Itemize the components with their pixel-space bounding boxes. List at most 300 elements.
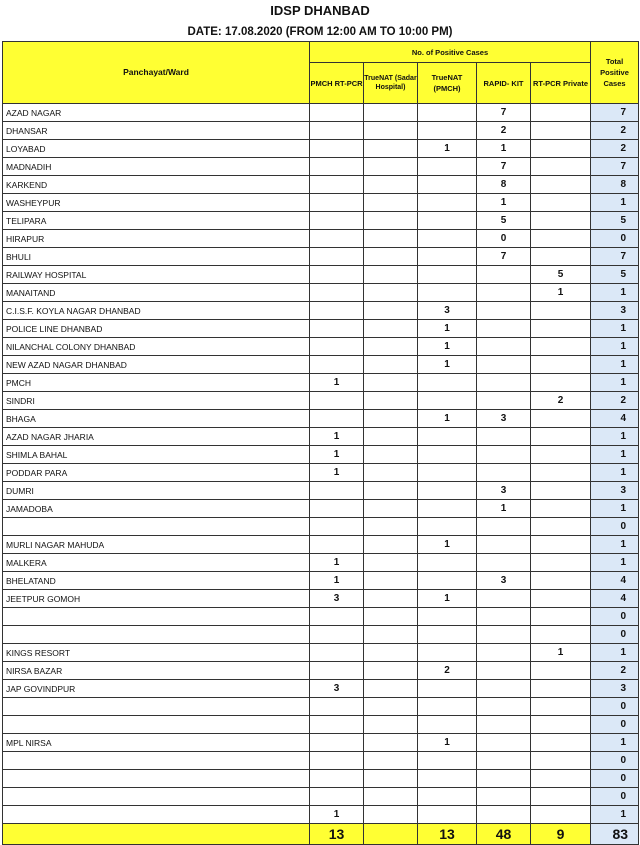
cell-truenat-pmch — [418, 806, 477, 824]
cell-rapid-kit: 3 — [477, 572, 531, 590]
cell-place-name — [3, 806, 310, 824]
cell-rapid-kit — [477, 392, 531, 410]
cell-place-name: C.I.S.F. KOYLA NAGAR DHANBAD — [3, 302, 310, 320]
cell-truenat-sadar — [364, 284, 418, 302]
cell-rapid-kit — [477, 428, 531, 446]
cell-truenat-pmch — [418, 374, 477, 392]
cell-place-name: POLICE LINE DHANBAD — [3, 320, 310, 338]
cell-rtpcr-private — [531, 770, 591, 788]
cell-pmch-rtpcr — [310, 194, 364, 212]
cell-rapid-kit — [477, 626, 531, 644]
cell-pmch-rtpcr: 1 — [310, 464, 364, 482]
cell-rtpcr-private — [531, 374, 591, 392]
cell-truenat-pmch: 1 — [418, 320, 477, 338]
cell-rtpcr-private — [531, 158, 591, 176]
header-rtpcr-private: RT-PCR Private — [531, 63, 591, 104]
cell-truenat-sadar — [364, 716, 418, 734]
header-rapid-kit: RAPID- KIT — [477, 63, 531, 104]
cell-total: 2 — [591, 122, 639, 140]
cell-rapid-kit — [477, 770, 531, 788]
cell-truenat-pmch — [418, 284, 477, 302]
cell-total: 1 — [591, 806, 639, 824]
report-title: IDSP DHANBAD — [270, 3, 370, 18]
cell-rtpcr-private — [531, 104, 591, 122]
cell-truenat-sadar — [364, 590, 418, 608]
cell-rapid-kit — [477, 662, 531, 680]
cell-rapid-kit: 1 — [477, 194, 531, 212]
cell-pmch-rtpcr — [310, 302, 364, 320]
table-body — [3, 104, 639, 845]
cell-rapid-kit: 7 — [477, 104, 531, 122]
cell-pmch-rtpcr — [310, 410, 364, 428]
cell-place-name — [3, 770, 310, 788]
cell-total: 0 — [591, 770, 639, 788]
cell-total: 2 — [591, 140, 639, 158]
cell-pmch-rtpcr — [310, 698, 364, 716]
cell-truenat-sadar — [364, 644, 418, 662]
table-row — [3, 374, 639, 392]
cell-rtpcr-private — [531, 446, 591, 464]
total-cell-pmch-rtpcr: 13 — [310, 824, 364, 845]
report-date: DATE: 17.08.2020 (FROM 12:00 AM TO 10:00 PM) — [187, 26, 453, 38]
cell-rapid-kit — [477, 734, 531, 752]
cell-truenat-pmch — [418, 428, 477, 446]
table-row — [3, 644, 639, 662]
table-row — [3, 680, 639, 698]
cell-rapid-kit — [477, 788, 531, 806]
cell-pmch-rtpcr — [310, 392, 364, 410]
cell-pmch-rtpcr: 1 — [310, 806, 364, 824]
cell-rapid-kit: 1 — [477, 140, 531, 158]
table-row — [3, 248, 639, 266]
total-cell-rapid-kit: 48 — [477, 824, 531, 845]
cell-total: 0 — [591, 788, 639, 806]
cell-place-name: MPL NIRSA — [3, 734, 310, 752]
cell-truenat-pmch — [418, 572, 477, 590]
cell-truenat-sadar — [364, 212, 418, 230]
cell-pmch-rtpcr: 1 — [310, 428, 364, 446]
total-cell-truenat-sadar — [364, 824, 418, 845]
cell-total: 0 — [591, 626, 639, 644]
table-row — [3, 428, 639, 446]
cell-truenat-pmch — [418, 554, 477, 572]
cell-truenat-sadar — [364, 608, 418, 626]
cell-pmch-rtpcr — [310, 230, 364, 248]
cell-truenat-pmch — [418, 518, 477, 536]
cell-truenat-sadar — [364, 302, 418, 320]
cell-total: 1 — [591, 284, 639, 302]
cell-rtpcr-private — [531, 536, 591, 554]
cell-rtpcr-private: 5 — [531, 266, 591, 284]
table-row — [3, 500, 639, 518]
cell-place-name: AZAD NAGAR — [3, 104, 310, 122]
table-row — [3, 176, 639, 194]
cell-truenat-sadar — [364, 698, 418, 716]
cell-pmch-rtpcr — [310, 716, 364, 734]
cell-total: 5 — [591, 266, 639, 284]
cell-truenat-pmch — [418, 446, 477, 464]
cell-place-name: KARKEND — [3, 176, 310, 194]
table-row — [3, 320, 639, 338]
cell-rtpcr-private — [531, 194, 591, 212]
cell-truenat-pmch: 2 — [418, 662, 477, 680]
cell-place-name: JAMADOBA — [3, 500, 310, 518]
cell-truenat-sadar — [364, 248, 418, 266]
cell-truenat-sadar — [364, 392, 418, 410]
cell-place-name: TELIPARA — [3, 212, 310, 230]
cell-truenat-pmch: 1 — [418, 734, 477, 752]
cell-rapid-kit — [477, 374, 531, 392]
cell-rapid-kit — [477, 698, 531, 716]
cell-total: 0 — [591, 752, 639, 770]
table-row — [3, 608, 639, 626]
cell-pmch-rtpcr: 3 — [310, 590, 364, 608]
cell-rtpcr-private — [531, 248, 591, 266]
cell-place-name: PMCH — [3, 374, 310, 392]
cell-place-name: KINGS RESORT — [3, 644, 310, 662]
cell-truenat-pmch: 1 — [418, 536, 477, 554]
cell-rapid-kit — [477, 284, 531, 302]
cell-truenat-sadar — [364, 680, 418, 698]
cell-place-name: NILANCHAL COLONY DHANBAD — [3, 338, 310, 356]
cell-rapid-kit: 3 — [477, 482, 531, 500]
cell-truenat-sadar — [364, 158, 418, 176]
header-positive-cases-group: No. of Positive Cases — [310, 42, 591, 63]
cell-truenat-pmch — [418, 104, 477, 122]
cell-pmch-rtpcr: 1 — [310, 374, 364, 392]
table-row — [3, 284, 639, 302]
cell-truenat-sadar — [364, 176, 418, 194]
cell-truenat-pmch: 1 — [418, 338, 477, 356]
cell-rapid-kit — [477, 338, 531, 356]
cell-truenat-sadar — [364, 122, 418, 140]
cell-place-name: BHULI — [3, 248, 310, 266]
cell-total: 2 — [591, 662, 639, 680]
cell-total: 0 — [591, 698, 639, 716]
table-row — [3, 194, 639, 212]
cell-pmch-rtpcr — [310, 518, 364, 536]
table-row — [3, 572, 639, 590]
cell-pmch-rtpcr — [310, 644, 364, 662]
cell-pmch-rtpcr — [310, 140, 364, 158]
cell-truenat-sadar — [364, 140, 418, 158]
cell-total: 5 — [591, 212, 639, 230]
cell-place-name: JAP GOVINDPUR — [3, 680, 310, 698]
cell-place-name: MANAITAND — [3, 284, 310, 302]
cell-pmch-rtpcr — [310, 788, 364, 806]
cell-rtpcr-private — [531, 176, 591, 194]
cell-place-name: BHAGA — [3, 410, 310, 428]
cell-place-name: WASHEYPUR — [3, 194, 310, 212]
table-row — [3, 302, 639, 320]
cell-truenat-pmch — [418, 500, 477, 518]
cell-truenat-pmch — [418, 698, 477, 716]
cell-total: 1 — [591, 644, 639, 662]
cell-total: 1 — [591, 374, 639, 392]
cell-place-name — [3, 626, 310, 644]
cell-total: 1 — [591, 554, 639, 572]
cell-pmch-rtpcr: 1 — [310, 446, 364, 464]
cell-pmch-rtpcr — [310, 284, 364, 302]
table-row — [3, 464, 639, 482]
cell-rapid-kit — [477, 608, 531, 626]
cell-truenat-pmch — [418, 770, 477, 788]
cell-place-name: SHIMLA BAHAL — [3, 446, 310, 464]
table-row — [3, 770, 639, 788]
table-row — [3, 230, 639, 248]
cell-truenat-sadar — [364, 410, 418, 428]
cell-truenat-pmch — [418, 788, 477, 806]
table-row — [3, 158, 639, 176]
table-row — [3, 554, 639, 572]
cell-rapid-kit: 8 — [477, 176, 531, 194]
total-cell-total: 83 — [591, 824, 639, 845]
cell-truenat-sadar — [364, 572, 418, 590]
cell-rapid-kit — [477, 266, 531, 284]
cell-truenat-pmch — [418, 626, 477, 644]
cell-rapid-kit — [477, 464, 531, 482]
table-row — [3, 212, 639, 230]
cell-truenat-pmch — [418, 230, 477, 248]
table-row — [3, 122, 639, 140]
cell-truenat-sadar — [364, 194, 418, 212]
cell-truenat-sadar — [364, 374, 418, 392]
cell-total: 0 — [591, 518, 639, 536]
cell-truenat-pmch — [418, 158, 477, 176]
cell-rapid-kit — [477, 302, 531, 320]
cell-truenat-sadar — [364, 266, 418, 284]
cell-rapid-kit: 0 — [477, 230, 531, 248]
header-total-positive: Total Positive Cases — [591, 42, 639, 104]
table-row — [3, 662, 639, 680]
cell-truenat-sadar — [364, 428, 418, 446]
cell-total: 4 — [591, 572, 639, 590]
cell-place-name: SINDRI — [3, 392, 310, 410]
cell-truenat-pmch — [418, 644, 477, 662]
cell-truenat-sadar — [364, 446, 418, 464]
cell-rtpcr-private — [531, 662, 591, 680]
cell-total: 2 — [591, 392, 639, 410]
cell-truenat-pmch — [418, 482, 477, 500]
cell-pmch-rtpcr — [310, 662, 364, 680]
cell-rtpcr-private — [531, 590, 591, 608]
cell-rapid-kit — [477, 554, 531, 572]
cell-rapid-kit — [477, 356, 531, 374]
cell-truenat-sadar — [364, 788, 418, 806]
table-row — [3, 752, 639, 770]
cell-rtpcr-private — [531, 212, 591, 230]
cell-place-name: RAILWAY HOSPITAL — [3, 266, 310, 284]
cell-place-name — [3, 698, 310, 716]
cell-total: 7 — [591, 248, 639, 266]
cell-rtpcr-private — [531, 698, 591, 716]
cell-total: 1 — [591, 734, 639, 752]
table-row — [3, 446, 639, 464]
cell-pmch-rtpcr — [310, 482, 364, 500]
cell-rapid-kit: 7 — [477, 248, 531, 266]
cell-rtpcr-private — [531, 500, 591, 518]
table-row — [3, 356, 639, 374]
cell-rtpcr-private — [531, 356, 591, 374]
cell-rtpcr-private — [531, 338, 591, 356]
cell-total: 3 — [591, 482, 639, 500]
positive-cases-table — [2, 41, 639, 845]
table-row — [3, 734, 639, 752]
cell-pmch-rtpcr — [310, 104, 364, 122]
cell-rapid-kit — [477, 716, 531, 734]
cell-rapid-kit: 3 — [477, 410, 531, 428]
cell-total: 7 — [591, 158, 639, 176]
cell-rapid-kit: 5 — [477, 212, 531, 230]
cell-rtpcr-private — [531, 122, 591, 140]
cell-rtpcr-private — [531, 716, 591, 734]
cell-total: 1 — [591, 320, 639, 338]
cell-truenat-pmch — [418, 212, 477, 230]
cell-truenat-pmch — [418, 194, 477, 212]
cell-rtpcr-private — [531, 302, 591, 320]
cell-truenat-sadar — [364, 518, 418, 536]
cell-truenat-sadar — [364, 536, 418, 554]
header-pmch-rtpcr: PMCH RT-PCR — [310, 63, 364, 104]
cell-pmch-rtpcr — [310, 248, 364, 266]
table-row — [3, 590, 639, 608]
cell-truenat-sadar — [364, 806, 418, 824]
cell-truenat-pmch — [418, 176, 477, 194]
cell-pmch-rtpcr — [310, 734, 364, 752]
cell-total: 1 — [591, 338, 639, 356]
cell-total: 1 — [591, 500, 639, 518]
cell-truenat-sadar — [364, 464, 418, 482]
cell-rtpcr-private — [531, 788, 591, 806]
totals-row — [3, 824, 639, 845]
cell-rtpcr-private: 1 — [531, 284, 591, 302]
cell-truenat-sadar — [364, 770, 418, 788]
cell-total: 1 — [591, 194, 639, 212]
cell-pmch-rtpcr — [310, 608, 364, 626]
cell-place-name: NEW AZAD NAGAR DHANBAD — [3, 356, 310, 374]
cell-pmch-rtpcr — [310, 266, 364, 284]
cell-truenat-sadar — [364, 626, 418, 644]
table-row — [3, 536, 639, 554]
table-row — [3, 788, 639, 806]
table-row — [3, 518, 639, 536]
cell-truenat-sadar — [364, 734, 418, 752]
cell-truenat-pmch — [418, 392, 477, 410]
cell-rapid-kit — [477, 590, 531, 608]
cell-total: 1 — [591, 428, 639, 446]
cell-total: 0 — [591, 230, 639, 248]
cell-place-name: AZAD NAGAR JHARIA — [3, 428, 310, 446]
cell-place-name — [3, 752, 310, 770]
cell-rapid-kit — [477, 644, 531, 662]
cell-total: 7 — [591, 104, 639, 122]
cell-total: 3 — [591, 302, 639, 320]
cell-total: 0 — [591, 608, 639, 626]
cell-pmch-rtpcr — [310, 536, 364, 554]
cell-rapid-kit — [477, 680, 531, 698]
total-cell-truenat-pmch: 13 — [418, 824, 477, 845]
cell-place-name: MALKERA — [3, 554, 310, 572]
cell-place-name: LOYABAD — [3, 140, 310, 158]
cell-rtpcr-private — [531, 680, 591, 698]
table-row — [3, 266, 639, 284]
cell-rapid-kit: 7 — [477, 158, 531, 176]
cell-rapid-kit — [477, 518, 531, 536]
cell-pmch-rtpcr — [310, 356, 364, 374]
cell-truenat-pmch — [418, 716, 477, 734]
table-row — [3, 104, 639, 122]
cell-rtpcr-private — [531, 320, 591, 338]
cell-truenat-sadar — [364, 104, 418, 122]
cell-truenat-sadar — [364, 554, 418, 572]
cell-truenat-sadar — [364, 662, 418, 680]
cell-place-name: NIRSA BAZAR — [3, 662, 310, 680]
table-row — [3, 482, 639, 500]
cell-pmch-rtpcr: 1 — [310, 572, 364, 590]
cell-place-name — [3, 518, 310, 536]
cell-place-name: JEETPUR GOMOH — [3, 590, 310, 608]
cell-truenat-sadar — [364, 500, 418, 518]
table-row — [3, 698, 639, 716]
cell-rtpcr-private: 2 — [531, 392, 591, 410]
cell-pmch-rtpcr — [310, 320, 364, 338]
cell-place-name: DHANSAR — [3, 122, 310, 140]
cell-truenat-sadar — [364, 356, 418, 374]
cell-place-name: MURLI NAGAR MAHUDA — [3, 536, 310, 554]
cell-rtpcr-private — [531, 734, 591, 752]
cell-total: 1 — [591, 446, 639, 464]
cell-truenat-pmch — [418, 752, 477, 770]
total-cell-rtpcr-private: 9 — [531, 824, 591, 845]
cell-truenat-pmch — [418, 248, 477, 266]
cell-place-name — [3, 608, 310, 626]
cell-pmch-rtpcr — [310, 338, 364, 356]
cell-rtpcr-private — [531, 428, 591, 446]
table-row — [3, 716, 639, 734]
cell-pmch-rtpcr — [310, 212, 364, 230]
cell-rtpcr-private — [531, 626, 591, 644]
cell-truenat-pmch — [418, 122, 477, 140]
cell-total: 1 — [591, 536, 639, 554]
cell-place-name — [3, 788, 310, 806]
cell-truenat-sadar — [364, 230, 418, 248]
cell-place-name: PODDAR PARA — [3, 464, 310, 482]
cell-truenat-sadar — [364, 752, 418, 770]
total-cell-place-name — [3, 824, 310, 845]
cell-truenat-pmch — [418, 680, 477, 698]
table-row — [3, 806, 639, 824]
cell-place-name: MADNADIH — [3, 158, 310, 176]
cell-truenat-pmch: 3 — [418, 302, 477, 320]
cell-truenat-pmch: 1 — [418, 410, 477, 428]
cell-rtpcr-private — [531, 554, 591, 572]
cell-rtpcr-private — [531, 806, 591, 824]
cell-truenat-pmch — [418, 608, 477, 626]
cell-rtpcr-private — [531, 482, 591, 500]
table-row — [3, 410, 639, 428]
table-row — [3, 140, 639, 158]
cell-truenat-pmch: 1 — [418, 140, 477, 158]
cell-pmch-rtpcr — [310, 770, 364, 788]
cell-pmch-rtpcr — [310, 626, 364, 644]
cell-place-name: HIRAPUR — [3, 230, 310, 248]
cell-place-name — [3, 716, 310, 734]
cell-rtpcr-private — [531, 140, 591, 158]
cell-rtpcr-private — [531, 752, 591, 770]
header-panchayat-ward: Panchayat/Ward — [3, 42, 310, 104]
cell-truenat-pmch — [418, 266, 477, 284]
cell-rtpcr-private — [531, 608, 591, 626]
